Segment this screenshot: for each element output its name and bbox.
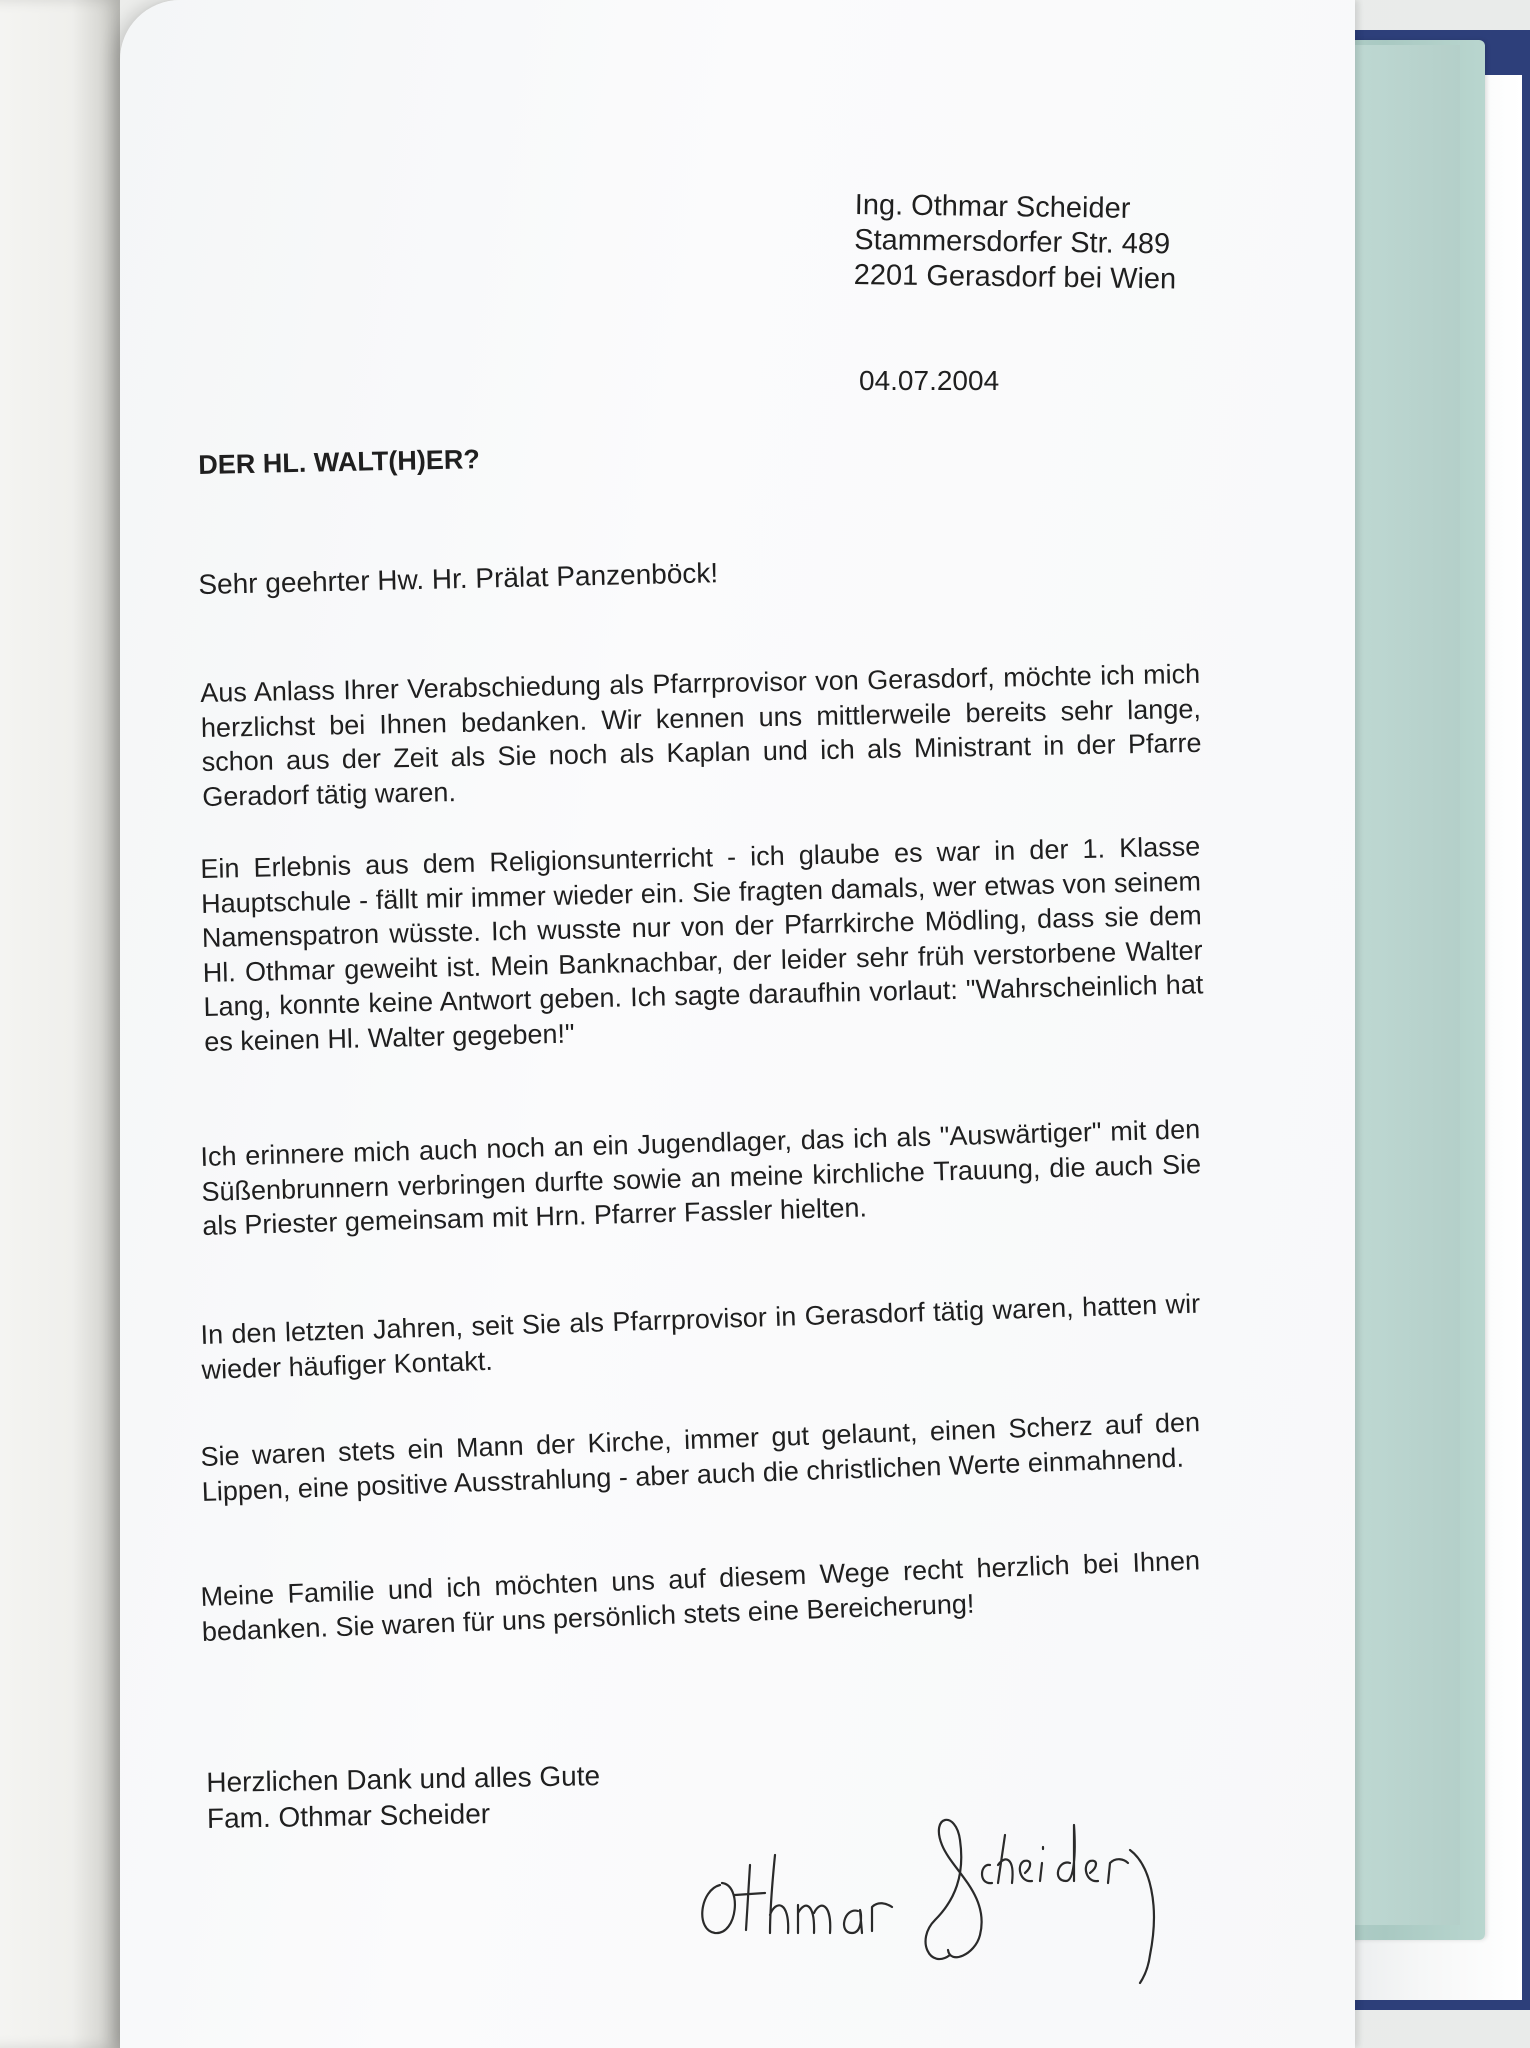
sender-street: Stammersdorfer Str. 489 [854,223,1171,261]
paragraph-2: Ein Erlebnis aus dem Religionsunterricht - ich glaube es war in der 1. Klasse Hauptschule - fällt mir immer wieder ein. Sie fragten damals, wer etwas von seinem Namenspatron wüsste. Ich wusste nur von der Pfarrkirche Mödling, dass sie dem Hl. Othmar geweiht ist. Mein Banknachbar, der leider sehr früh verstorbene Walter Lang, konnte keine Antwort geben. Ich sagte daraufhin vorlaut: "Wahrscheinlich hat es keinen Hl. Walter gegeben!" [200,831,1204,1057]
handwritten-signature [680,1755,1240,1985]
closing-line-1: Herzlichen Dank und alles Gute [206,1760,601,1798]
letter-date: 04.07.2004 [859,365,1000,396]
sender-address [854,188,1235,298]
paragraph-5: Sie waren stets ein Mann der Kirche, immer gut gelaunt, einen Scherz auf den Lippen, eine positive Ausstrahlung - aber auch die christlichen Werte einmahnend. [200,1407,1201,1507]
sender-name: Ing. Othmar Scheider [854,188,1131,225]
paragraph-4: In den letzten Jahren, seit Sie als Pfarrprovisor in Gerasdorf tätig waren, hatten wir wieder häufiger Kontakt. [200,1288,1201,1385]
closing-line-2: Fam. Othmar Scheider [206,1798,491,1834]
facing-page-edge [0,0,120,2048]
paragraph-1: Aus Anlass Ihrer Verabschiedung als Pfarrprovisor von Gerasdorf, möchte ich mich herzlichst bei Ihnen bedanken. Wir kennen uns mittlerweile bereits sehr lange, schon aus der Zeit als Sie noch als Kaplan und ich als Ministrant in der Pfarre Geradorf tätig waren. [200,658,1202,812]
paragraph-3: Ich erinnere mich auch noch an ein Jugendlager, das ich als "Auswärtiger" mit den Süßenbrunnern verbringen durfte sowie an meine kirchliche Trauung, die auch Sie als Priester gemeinsam mit Hrn. Pfarrer Fassler hielten. [200,1114,1202,1241]
sender-city: 2201 Gerasdorf bei Wien [853,258,1177,296]
closing [206,1758,601,1837]
salutation: Sehr geehrter Hw. Hr. Prälat Panzenböck! [198,557,719,600]
paragraph-6: Meine Familie und ich möchten uns auf diesem Wege recht herzlich bei Ihnen bedanken. Sie waren für uns persönlich stets eine Bereicherung! [200,1545,1201,1647]
letter-page [120,0,1355,2048]
letter-heading: DER HL. WALT(H)ER? [198,444,481,480]
